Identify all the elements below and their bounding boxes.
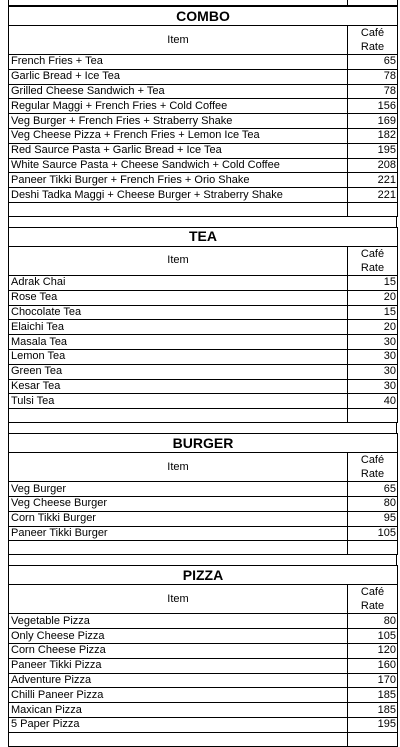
item-name: Veg Burger + French Fries + Straberry Shake	[9, 114, 348, 129]
menu-sections	[8, 6, 397, 747]
empty-cell	[348, 541, 398, 555]
item-rate: 65	[348, 55, 398, 70]
table-row	[9, 69, 398, 84]
item-name: Maxican Pizza	[9, 703, 348, 718]
item-name: Corn Tikki Burger	[9, 511, 348, 526]
rate-header-line2: Rate	[360, 600, 385, 613]
rate-header-line2: Rate	[360, 261, 385, 274]
table-row	[9, 305, 398, 320]
table-row	[9, 717, 398, 732]
item-name: Adventure Pizza	[9, 673, 348, 688]
table-row	[9, 482, 398, 497]
item-rate: 20	[348, 290, 398, 305]
table-row	[9, 394, 398, 409]
item-name: Veg Cheese Pizza + French Fries + Lemon Ice Tea	[9, 128, 348, 143]
item-rate: 169	[348, 114, 398, 129]
item-name: Masala Tea	[9, 335, 348, 350]
item-name: Paneer Tikki Pizza	[9, 658, 348, 673]
item-name: Paneer Tikki Burger + French Fries + Orio Shake	[9, 173, 348, 188]
menu-section-tea	[8, 227, 398, 423]
table-row	[9, 114, 398, 129]
item-name: Red Saurce Pasta + Garlic Bread + Ice Tea	[9, 143, 348, 158]
item-name: Paneer Tikki Burger	[9, 526, 348, 541]
item-rate: 40	[348, 394, 398, 409]
item-name: Veg Burger	[9, 482, 348, 497]
table-row	[9, 188, 398, 203]
empty-cell	[9, 732, 348, 746]
table-row	[9, 511, 398, 526]
item-rate: 30	[348, 349, 398, 364]
item-rate: 105	[348, 629, 398, 644]
item-rate: 15	[348, 305, 398, 320]
item-name: Vegetable Pizza	[9, 614, 348, 629]
table-row	[9, 496, 398, 511]
column-header-item: Item	[9, 26, 348, 55]
table-row	[9, 688, 398, 703]
item-name: Deshi Tadka Maggi + Cheese Burger + Straberry Shake	[9, 188, 348, 203]
item-rate: 221	[348, 173, 398, 188]
empty-cell	[9, 202, 348, 216]
item-rate: 30	[348, 364, 398, 379]
item-rate: 78	[348, 69, 398, 84]
item-name: White Saurce Pasta + Cheese Sandwich + Cold Coffee	[9, 158, 348, 173]
empty-cell	[9, 541, 348, 555]
item-rate: 105	[348, 526, 398, 541]
item-name: Lemon Tea	[9, 349, 348, 364]
item-rate: 15	[348, 275, 398, 290]
price-menu	[8, 0, 397, 747]
rate-header-line1: Café	[360, 454, 385, 467]
column-header-rate	[348, 26, 398, 55]
column-header-item: Item	[9, 246, 348, 275]
item-rate: 221	[348, 188, 398, 203]
table-row	[9, 364, 398, 379]
item-rate: 185	[348, 703, 398, 718]
menu-section-burger	[8, 433, 398, 555]
table-row	[9, 673, 398, 688]
item-rate: 95	[348, 511, 398, 526]
table-row	[9, 99, 398, 114]
item-rate: 208	[348, 158, 398, 173]
top-edge-cell	[9, 0, 348, 6]
item-name: Kesar Tea	[9, 379, 348, 394]
rate-header-line1: Café	[360, 586, 385, 599]
table-row	[9, 629, 398, 644]
item-name: Veg Cheese Burger	[9, 496, 348, 511]
section-title: PIZZA	[9, 566, 398, 585]
section-title: COMBO	[9, 7, 398, 26]
item-rate: 182	[348, 128, 398, 143]
rate-header-line2: Rate	[360, 41, 385, 53]
item-rate: 78	[348, 84, 398, 99]
table-row	[9, 84, 398, 99]
item-rate: 30	[348, 379, 398, 394]
item-rate: 170	[348, 673, 398, 688]
item-name: 5 Paper Pizza	[9, 717, 348, 732]
rate-header-line1: Café	[360, 27, 385, 39]
item-name: French Fries + Tea	[9, 55, 348, 70]
item-name: Chocolate Tea	[9, 305, 348, 320]
item-rate: 20	[348, 320, 398, 335]
item-name: Only Cheese Pizza	[9, 629, 348, 644]
item-rate: 185	[348, 688, 398, 703]
item-rate: 65	[348, 482, 398, 497]
table-row	[9, 128, 398, 143]
item-name: Regular Maggi + French Fries + Cold Coffee	[9, 99, 348, 114]
column-header-rate	[348, 246, 398, 275]
section-separator	[8, 217, 397, 227]
rate-header-line2: Rate	[360, 468, 385, 481]
table-row	[9, 379, 398, 394]
table-row	[9, 614, 398, 629]
empty-cell	[348, 732, 398, 746]
rate-header-line1: Café	[360, 247, 385, 260]
item-name: Tulsi Tea	[9, 394, 348, 409]
empty-cell	[9, 409, 348, 423]
top-edge-cell	[348, 0, 398, 6]
column-header-rate	[348, 453, 398, 482]
column-header-item: Item	[9, 453, 348, 482]
section-title: TEA	[9, 227, 398, 246]
table-row	[9, 658, 398, 673]
table-row	[9, 643, 398, 658]
table-row	[9, 320, 398, 335]
section-title: BURGER	[9, 434, 398, 453]
table-row	[9, 275, 398, 290]
item-name: Grilled Cheese Sandwich + Tea	[9, 84, 348, 99]
item-rate: 156	[348, 99, 398, 114]
empty-cell	[348, 202, 398, 216]
item-name: Green Tea	[9, 364, 348, 379]
item-rate: 80	[348, 614, 398, 629]
item-name: Rose Tea	[9, 290, 348, 305]
item-name: Corn Cheese Pizza	[9, 643, 348, 658]
table-row	[9, 526, 398, 541]
section-separator	[8, 423, 397, 433]
item-rate: 120	[348, 643, 398, 658]
table-row	[9, 349, 398, 364]
item-name: Garlic Bread + Ice Tea	[9, 69, 348, 84]
item-rate: 160	[348, 658, 398, 673]
table-row	[9, 290, 398, 305]
item-name: Adrak Chai	[9, 275, 348, 290]
item-rate: 30	[348, 335, 398, 350]
table-row	[9, 55, 398, 70]
menu-section-combo	[8, 6, 398, 217]
table-row	[9, 143, 398, 158]
column-header-rate	[348, 585, 398, 614]
item-name: Chilli Paneer Pizza	[9, 688, 348, 703]
empty-cell	[348, 409, 398, 423]
table-row	[9, 158, 398, 173]
menu-section-pizza	[8, 565, 398, 746]
item-rate: 195	[348, 717, 398, 732]
table-row	[9, 335, 398, 350]
section-separator	[8, 555, 397, 565]
item-rate: 195	[348, 143, 398, 158]
item-name: Elaichi Tea	[9, 320, 348, 335]
column-header-item: Item	[9, 585, 348, 614]
table-row	[9, 173, 398, 188]
table-row	[9, 703, 398, 718]
item-rate: 80	[348, 496, 398, 511]
